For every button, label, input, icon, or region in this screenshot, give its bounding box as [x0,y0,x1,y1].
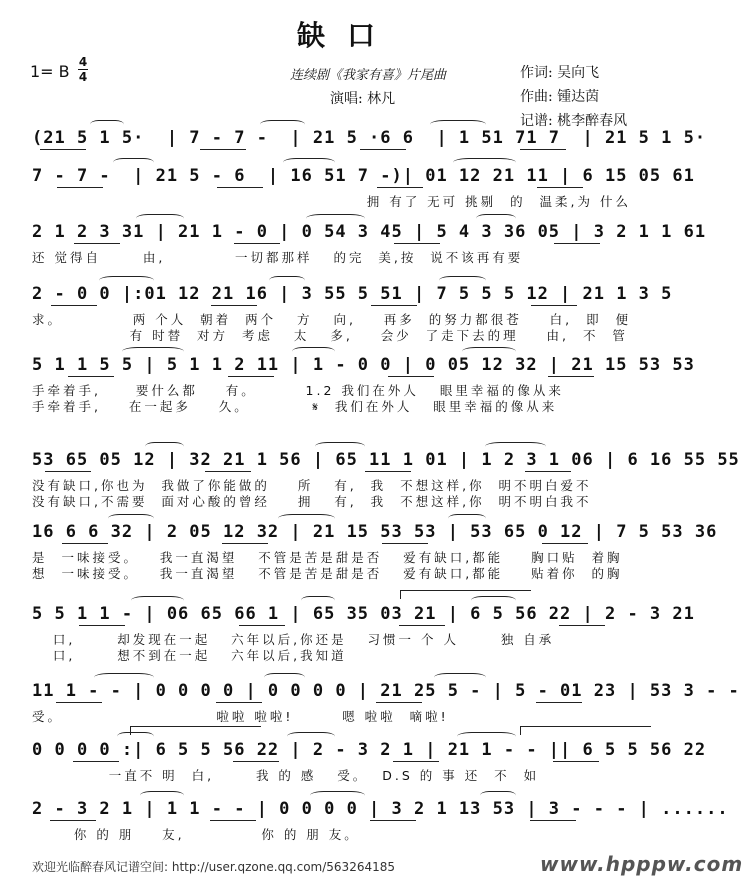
beam-underline [531,305,577,306]
slur-mark [480,791,516,800]
beam-underline [394,243,440,244]
beam-underline [365,471,411,472]
score-row [0,128,707,154]
volta-bracket [400,590,531,599]
score-row [0,166,695,209]
beam-underline [393,761,439,762]
slur-mark [430,120,486,129]
beam-underline [542,543,588,544]
score-row [0,604,695,663]
score-row [0,450,740,509]
lyric-line: 拥 有了 无可 挑剔 的 温柔,为 什么 [32,194,631,209]
lyric-line: 有 时替 对方 考虑 太 多, 会少 了走下去的理 由, 不 管 [32,328,628,343]
score-row [0,284,694,343]
score-row [0,740,707,783]
lyric-line: 没有缺口,不需要 面对心酸的曾经 拥 有, 我 不想这样,你 明不明白我不 [32,494,592,509]
composer: 作曲: 锺达茵 [520,89,600,105]
transcriber: 记谱: 桃李醉春风 [520,113,628,129]
notation-line: 7 - 7 - | 21 5 - 6 | 16 51 7 -)| 01 12 21 11 | 6 15 05 61 [32,166,695,186]
slur-mark [439,276,486,285]
beam-underline [536,702,582,703]
slur-mark [301,596,335,605]
beam-underline [388,376,434,377]
volta-bracket [520,726,651,735]
lyric-line: 想 一味接受。 我一直渴望 不管是苦是甜是否 爱有缺口,都能 贴着你 的胸 [32,566,623,581]
beam-underline [74,243,120,244]
slur-mark [260,120,305,129]
notation-line: 53 65 05 12 | 32 21 1 56 | 65 11 1 01 | 1 2 3 1 06 | 6 16 55 55 [32,450,740,470]
slur-mark [462,347,516,356]
key-signature: 1= B [30,62,70,81]
beam-underline [73,761,119,762]
beam-underline [360,149,406,150]
beam-underline [234,243,280,244]
notation-line: 2 - 3 2 1 | 1 1 - - | 0 0 0 0 | 3 2 1 13 53 | 3 - - - | ...... [32,799,729,819]
notation-line: (21 5 1 5· | 7 - 7 - | 21 5 ·6 6 | 1 51 71 7 | 21 5 1 5· [32,128,707,148]
slur-mark [476,214,516,223]
beam-underline [554,243,600,244]
beam-underline [377,187,423,188]
slur-mark [315,442,365,451]
score-row [0,681,740,724]
slur-mark [145,442,184,451]
beam-underline [553,761,599,762]
lyric-line: 口, 想不到在一起 六年以后,我知道 [32,648,347,663]
beam-underline [233,761,279,762]
slur-mark [94,673,154,682]
beam-underline [525,471,571,472]
slur-mark [485,442,546,451]
beam-underline [62,543,108,544]
beam-underline [57,187,103,188]
slur-mark [113,158,154,167]
notation-line: 2 1 2 3 31 | 21 1 - 0 | 0 54 3 45 | 5 4 3 36 05 | 3 2 1 1 61 [32,222,707,242]
notation-line: 0 0 0 0 :| 6 5 5 56 22 | 2 - 3 2 1 | 21 1 - - || 6 5 5 56 22 [32,740,707,760]
beam-underline [399,625,445,626]
time-signature: 4 4 [78,55,88,84]
beam-underline [79,625,125,626]
lyric-line: 还 觉得自 由, 一切都那样 的完 美,按 说不该再有要 [32,250,524,265]
score-row [0,355,695,414]
slur-mark [264,673,305,682]
beam-underline [371,305,417,306]
beam-underline [45,471,91,472]
slur-mark [453,158,516,167]
lyric-line: 一直不 明 白, 我 的 感 受。 D.S 的 事 还 不 如 [32,768,540,783]
lyric-line: 手牵着手, 在一起多 久。 𝄋 我们在外人 眼里幸福的像从来 [32,399,558,414]
beam-underline [56,702,102,703]
slur-mark [122,347,184,356]
notation-line: 16 6 6 32 | 2 05 12 32 | 21 15 53 53 | 53 65 0 12 | 7 5 53 36 [32,522,718,542]
lyric-line: 求。 两 个人 朝着 两个 方 向, 再多 的努力都很苍 白, 即 便 [32,312,632,327]
notation-line: 2 - 0 0 |:01 12 21 16 | 3 55 5 51 | 7 5 5 5 12 | 21 1 3 5 [32,284,673,304]
slur-mark [287,732,335,741]
lyric-line: 没有缺口,你也为 我做了你能做的 所 有, 我 不想这样,你 明不明白爱不 [32,478,592,493]
lyric-line: 口, 却发现在一起 六年以后,你还是 习惯一 个 人 独 自承 [32,632,555,647]
lyricist: 作词: 吴向飞 [520,65,600,81]
volta-bracket [130,726,261,735]
beam-underline [68,376,114,377]
beam-underline [530,820,576,821]
singer: 演唱: 林凡 [330,91,396,107]
lyric-line: 你 的 朋 友, 你 的 朋 友。 [32,827,360,842]
beam-underline [228,376,274,377]
beam-underline [520,149,566,150]
slur-mark [310,791,365,800]
slur-mark [90,120,124,129]
beam-underline [216,702,262,703]
lyric-line: 受。 啦啦 啦啦! 嗯 啦啦 嘀啦! [32,709,449,724]
beam-underline [370,820,416,821]
notation-line: 11 1 - - | 0 0 0 0 | 0 0 0 0 | 21 25 5 - | 5 - 01 23 | 53 3 - - [32,681,740,701]
slur-mark [457,732,516,741]
notation-line: 5 5 1 1 - | 06 65 66 1 | 65 35 03 21 | 6 5 56 22 | 2 - 3 21 [32,604,695,624]
beam-underline [205,471,251,472]
slur-mark [140,791,184,800]
beam-underline [222,543,268,544]
beam-underline [210,820,256,821]
beam-underline [200,149,246,150]
lyric-line: 手牵着手, 要什么都 有。 1.2 我们在外人 眼里幸福的像从来 [32,383,564,398]
slur-mark [448,514,486,523]
slur-mark [131,596,184,605]
footer-text: 欢迎光临醉春风记谱空间: http://user.qzone.qq.com/563264185 [32,860,396,874]
beam-underline [376,702,422,703]
slur-mark [136,214,184,223]
slur-mark [278,514,335,523]
beam-underline [40,149,86,150]
beam-underline [382,543,428,544]
beam-underline [239,625,285,626]
score-row [0,522,718,581]
slur-mark [99,276,154,285]
beam-underline [50,820,96,821]
slur-mark [283,158,335,167]
slur-mark [269,276,305,285]
score-row [0,222,707,265]
slur-mark [306,214,365,223]
slur-mark [434,673,486,682]
beam-underline [51,305,97,306]
slur-mark [108,514,154,523]
score-row [0,799,729,842]
beam-underline [211,305,257,306]
notation-line: 5 1 1 5 5 | 5 1 1 2 11 | 1 - 0 0 | 0 05 12 32 | 21 15 53 53 [32,355,695,375]
lyric-line: 是 一味接受。 我一直渴望 不管是苦是甜是否 爱有缺口,都能 胸口贴 着胸 [32,550,623,565]
beam-underline [217,187,263,188]
subtitle: 连续剧《我家有喜》片尾曲 [290,68,447,83]
beam-underline [548,376,594,377]
song-title: 缺口 [296,19,397,52]
site-logo: www.hpppw.com [540,852,743,876]
beam-underline [559,625,605,626]
slur-mark [292,347,335,356]
beam-underline [537,187,583,188]
